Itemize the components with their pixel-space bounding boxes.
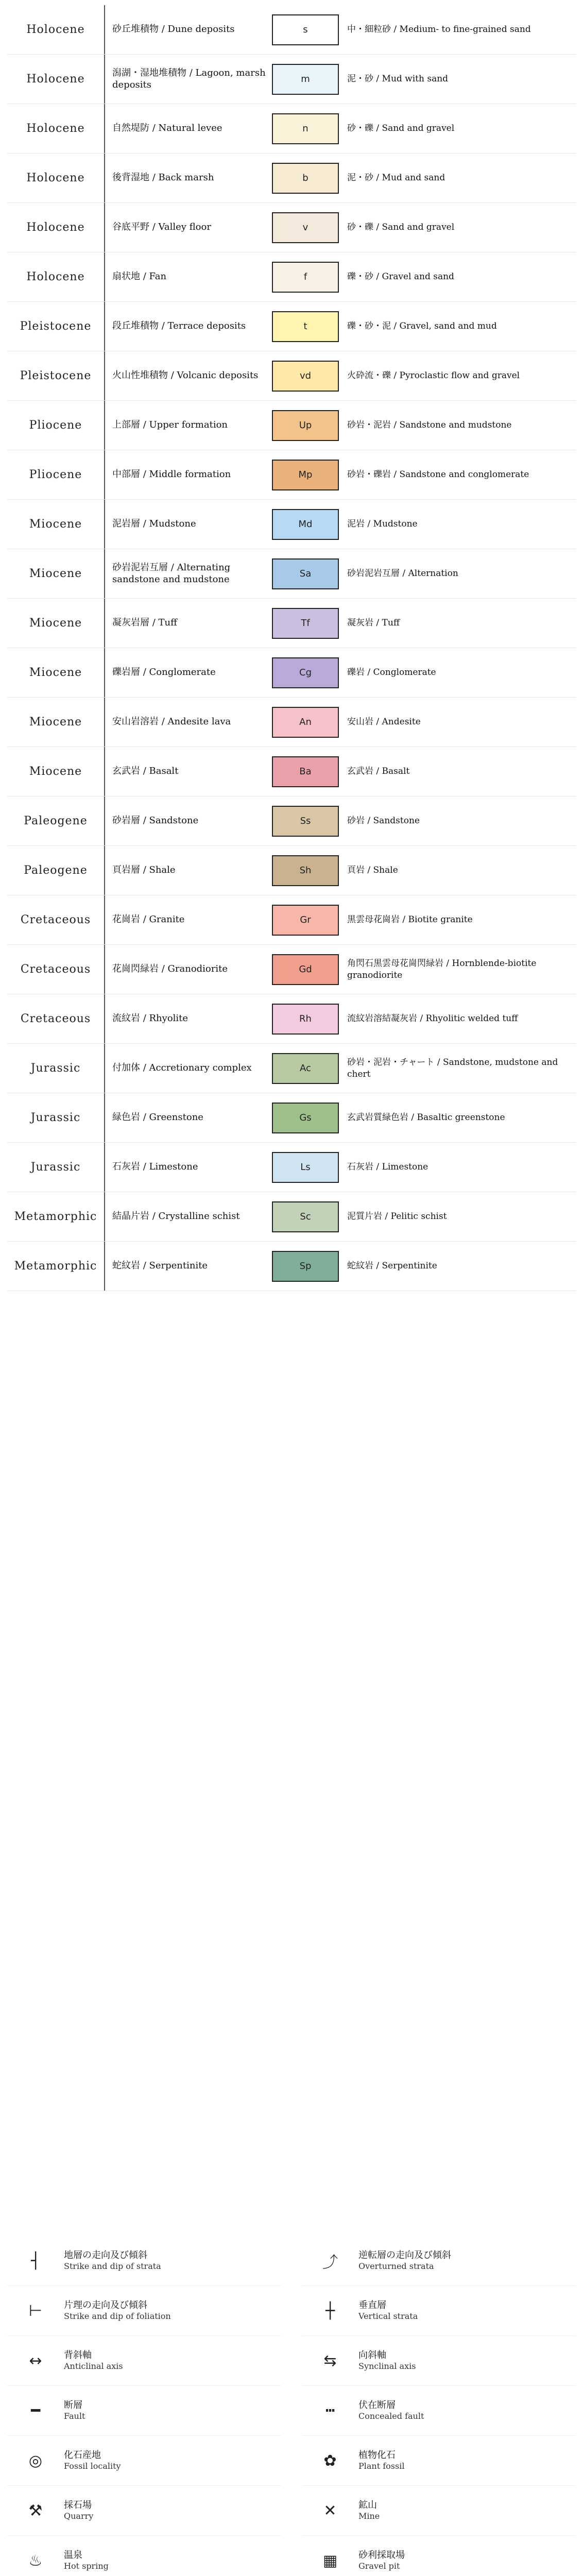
mine-icon: ✕ [323, 2501, 337, 2520]
unit-swatch: Sa [272, 558, 339, 589]
unit-swatch: Cg [272, 657, 339, 688]
unit-name: 段丘堆積物 / Terrace deposits [112, 320, 246, 332]
unit-name: 付加体 / Accretionary complex [112, 1062, 252, 1074]
symbol-label: 向斜軸 Synclinal axis [358, 2349, 416, 2371]
hot-spring-icon: ♨ [28, 2551, 43, 2570]
legend-row [7, 450, 576, 500]
unit-swatch: Ac [272, 1053, 339, 1084]
era-label: Miocene [7, 549, 105, 598]
unit-description: 泥・砂 / Mud and sand [347, 173, 445, 183]
unit-name: 礫岩層 / Conglomerate [112, 667, 216, 678]
legend-row [7, 104, 576, 154]
unit-description: 泥質片岩 / Pelitic schist [347, 1211, 447, 1222]
unit-description: 砂岩・礫岩 / Sandstone and conglomerate [347, 469, 529, 480]
era-label: Pliocene [7, 401, 105, 450]
symbol-item [302, 2236, 576, 2286]
unit-description: 礫岩 / Conglomerate [347, 667, 436, 678]
era-label: Cretaceous [7, 994, 105, 1043]
legend-row [7, 945, 576, 994]
legend-row [7, 846, 576, 895]
unit-name: 上部層 / Upper formation [112, 419, 228, 431]
unit-swatch: f [272, 262, 339, 293]
unit-swatch: Ba [272, 756, 339, 787]
unit-description: 砂・礫 / Sand and gravel [347, 123, 455, 134]
unit-swatch: Mp [272, 460, 339, 490]
legend-row [7, 895, 576, 945]
legend-row [7, 648, 576, 698]
legend-row [7, 994, 576, 1044]
era-label: Holocene [7, 252, 105, 301]
unit-swatch: m [272, 64, 339, 95]
era-label: Miocene [7, 500, 105, 549]
unit-swatch: Sh [272, 855, 339, 886]
fault-icon: ━ [30, 2401, 41, 2420]
unit-name: 花崗閃緑岩 / Granodiorite [112, 963, 228, 975]
syncline-icon: ⇆ [323, 2351, 337, 2370]
legend-row [7, 351, 576, 401]
symbol-item [7, 2536, 281, 2576]
unit-swatch: Md [272, 509, 339, 540]
unit-description: 黒雲母花崗岩 / Biotite granite [347, 914, 473, 925]
unit-description: 凝灰岩 / Tuff [347, 618, 400, 629]
symbol-label: 背斜軸 Anticlinal axis [64, 2349, 123, 2371]
vertical-icon: ┼ [325, 2301, 335, 2320]
legend-row [7, 796, 576, 846]
era-label: Jurassic [7, 1044, 105, 1093]
symbol-item [7, 2236, 281, 2286]
unit-name: 花崗岩 / Granite [112, 914, 185, 925]
symbol-label: 垂直層 Vertical strata [358, 2299, 418, 2321]
symbol-item [302, 2436, 576, 2486]
unit-name: 扇状地 / Fan [112, 271, 167, 282]
legend-row [7, 549, 576, 599]
symbol-label: 温泉 Hot spring [64, 2549, 109, 2571]
unit-swatch: Up [272, 410, 339, 441]
era-label: Holocene [7, 203, 105, 252]
quarry-icon: ⚒ [28, 2501, 43, 2520]
gravel-pit-icon: ▦ [322, 2551, 338, 2570]
symbol-label: 断層 Fault [64, 2399, 85, 2421]
unit-description: 流紋岩溶結凝灰岩 / Rhyolitic welded tuff [347, 1013, 518, 1024]
unit-name: 頁岩層 / Shale [112, 865, 176, 876]
unit-swatch: Gs [272, 1103, 339, 1133]
unit-description: 泥岩 / Mudstone [347, 519, 418, 530]
era-label: Pliocene [7, 450, 105, 499]
legend-row [7, 5, 576, 55]
era-label: Jurassic [7, 1143, 105, 1192]
unit-description: 砂岩 / Sandstone [347, 816, 420, 826]
unit-swatch: Ss [272, 806, 339, 837]
unit-description: 泥・砂 / Mud with sand [347, 74, 449, 84]
legend-row [7, 747, 576, 796]
era-label: Jurassic [7, 1093, 105, 1142]
strike-dip-icon: ┤ [30, 2251, 41, 2270]
symbol-item [7, 2386, 281, 2436]
legend-row [7, 302, 576, 351]
unit-name: 安山岩溶岩 / Andesite lava [112, 716, 231, 727]
legend-row [7, 599, 576, 648]
era-label: Metamorphic [7, 1242, 105, 1291]
unit-swatch: Gd [272, 954, 339, 985]
era-label: Metamorphic [7, 1192, 105, 1241]
unit-name: 凝灰岩層 / Tuff [112, 617, 177, 629]
unit-swatch: v [272, 212, 339, 243]
unit-description: 礫・砂・泥 / Gravel, sand and mud [347, 321, 497, 332]
unit-name: 火山性堆積物 / Volcanic deposits [112, 370, 259, 381]
unit-description: 石灰岩 / Limestone [347, 1162, 428, 1173]
unit-description: 頁岩 / Shale [347, 865, 398, 876]
symbol-item [7, 2286, 281, 2336]
symbol-label: 伏在断層 Concealed fault [358, 2399, 424, 2421]
plant-fossil-icon: ✿ [323, 2451, 337, 2470]
unit-description: 安山岩 / Andesite [347, 717, 421, 727]
legend-row [7, 698, 576, 747]
symbol-item [7, 2486, 281, 2536]
unit-name: 玄武岩 / Basalt [112, 766, 179, 777]
unit-name: 砂岩泥岩互層 / Alternating sandstone and mudstone [112, 562, 231, 585]
unit-description: 角閃石黒雲母花崗閃緑岩 / Hornblende-biotite granodiorite [347, 958, 537, 980]
formation-legend [7, 5, 576, 1291]
unit-name: 流紋岩 / Rhyolite [112, 1013, 188, 1024]
unit-swatch: An [272, 707, 339, 738]
symbol-item [7, 2336, 281, 2386]
unit-description: 砂岩・泥岩 / Sandstone and mudstone [347, 420, 512, 431]
era-label: Paleogene [7, 796, 105, 845]
unit-swatch: n [272, 113, 339, 144]
legend-row [7, 154, 576, 203]
unit-name: 泥岩層 / Mudstone [112, 518, 196, 530]
anticline-icon: ↔ [29, 2351, 42, 2370]
unit-description: 蛇紋岩 / Serpentinite [347, 1261, 437, 1272]
unit-name: 潟湖・湿地堆積物 / Lagoon, marsh deposits [112, 67, 266, 90]
legend-row [7, 1192, 576, 1242]
unit-description: 玄武岩 / Basalt [347, 766, 410, 777]
legend-row [7, 55, 576, 104]
concealed-fault-icon: ┅ [325, 2401, 335, 2420]
era-label: Holocene [7, 104, 105, 153]
era-label: Holocene [7, 154, 105, 202]
unit-swatch: b [272, 163, 339, 194]
unit-description: 砂・礫 / Sand and gravel [347, 222, 455, 233]
legend-row [7, 1143, 576, 1192]
legend-row [7, 203, 576, 252]
unit-swatch: Sp [272, 1251, 339, 1282]
unit-name: 谷底平野 / Valley floor [112, 222, 211, 233]
symbol-item [302, 2486, 576, 2536]
unit-swatch: Tf [272, 608, 339, 639]
era-label: Cretaceous [7, 895, 105, 944]
symbol-label: 砂利採取場 Gravel pit [358, 2549, 405, 2571]
symbol-label: 採石場 Quarry [64, 2499, 94, 2521]
symbol-item [302, 2336, 576, 2386]
legend-row [7, 1044, 576, 1093]
legend-row [7, 1093, 576, 1143]
unit-name: 砂丘堆積物 / Dune deposits [112, 24, 235, 35]
symbol-label: 鉱山 Mine [358, 2499, 380, 2521]
symbol-item [302, 2286, 576, 2336]
unit-swatch: Gr [272, 905, 339, 936]
era-label: Miocene [7, 648, 105, 697]
symbol-label: 植物化石 Plant fossil [358, 2449, 405, 2471]
unit-description: 砂岩泥岩互層 / Alternation [347, 568, 458, 579]
unit-description: 中・細粒砂 / Medium- to fine-grained sand [347, 24, 531, 35]
era-label: Paleogene [7, 846, 105, 895]
unit-name: 中部層 / Middle formation [112, 469, 231, 480]
unit-swatch: Ls [272, 1152, 339, 1183]
unit-description: 砂岩・泥岩・チャート / Sandstone, mudstone and chert [347, 1057, 558, 1079]
unit-description: 火砕流・礫 / Pyroclastic flow and gravel [347, 370, 520, 381]
fossil-icon: ◎ [28, 2451, 43, 2470]
symbol-item [7, 2436, 281, 2486]
unit-swatch: s [272, 14, 339, 45]
symbol-item [302, 2386, 576, 2436]
era-label: Miocene [7, 698, 105, 747]
unit-swatch: vd [272, 361, 339, 392]
era-label: Holocene [7, 5, 105, 54]
unit-swatch: t [272, 311, 339, 342]
unit-name: 蛇紋岩 / Serpentinite [112, 1260, 208, 1272]
unit-name: 石灰岩 / Limestone [112, 1161, 198, 1173]
unit-description: 礫・砂 / Gravel and sand [347, 272, 454, 282]
symbol-item [302, 2536, 576, 2576]
legend-row [7, 401, 576, 450]
legend-row [7, 1242, 576, 1291]
era-label: Miocene [7, 747, 105, 796]
symbol-legend [7, 2236, 576, 2576]
unit-swatch: Rh [272, 1004, 339, 1035]
unit-description: 玄武岩質緑色岩 / Basaltic greenstone [347, 1112, 505, 1123]
overturned-icon: ⤴ [322, 2253, 338, 2272]
unit-name: 後背湿地 / Back marsh [112, 172, 214, 183]
era-label: Pleistocene [7, 302, 105, 351]
symbol-label: 片理の走向及び傾斜 Strike and dip of foliation [64, 2299, 171, 2321]
legend-row [7, 500, 576, 549]
symbol-label: 逆転層の走向及び傾斜 Overturned strata [358, 2249, 451, 2272]
era-label: Pleistocene [7, 351, 105, 400]
legend-row [7, 252, 576, 302]
era-label: Cretaceous [7, 945, 105, 994]
unit-name: 結晶片岩 / Crystalline schist [112, 1211, 240, 1222]
symbol-label: 化石産地 Fossil locality [64, 2449, 121, 2471]
unit-name: 緑色岩 / Greenstone [112, 1112, 203, 1123]
symbol-label: 地層の走向及び傾斜 Strike and dip of strata [64, 2249, 161, 2272]
unit-name: 砂岩層 / Sandstone [112, 815, 199, 826]
foliation-icon: ⊢ [28, 2301, 43, 2320]
unit-swatch: Sc [272, 1201, 339, 1232]
era-label: Holocene [7, 55, 105, 104]
unit-name: 自然堤防 / Natural levee [112, 123, 222, 134]
era-label: Miocene [7, 599, 105, 648]
